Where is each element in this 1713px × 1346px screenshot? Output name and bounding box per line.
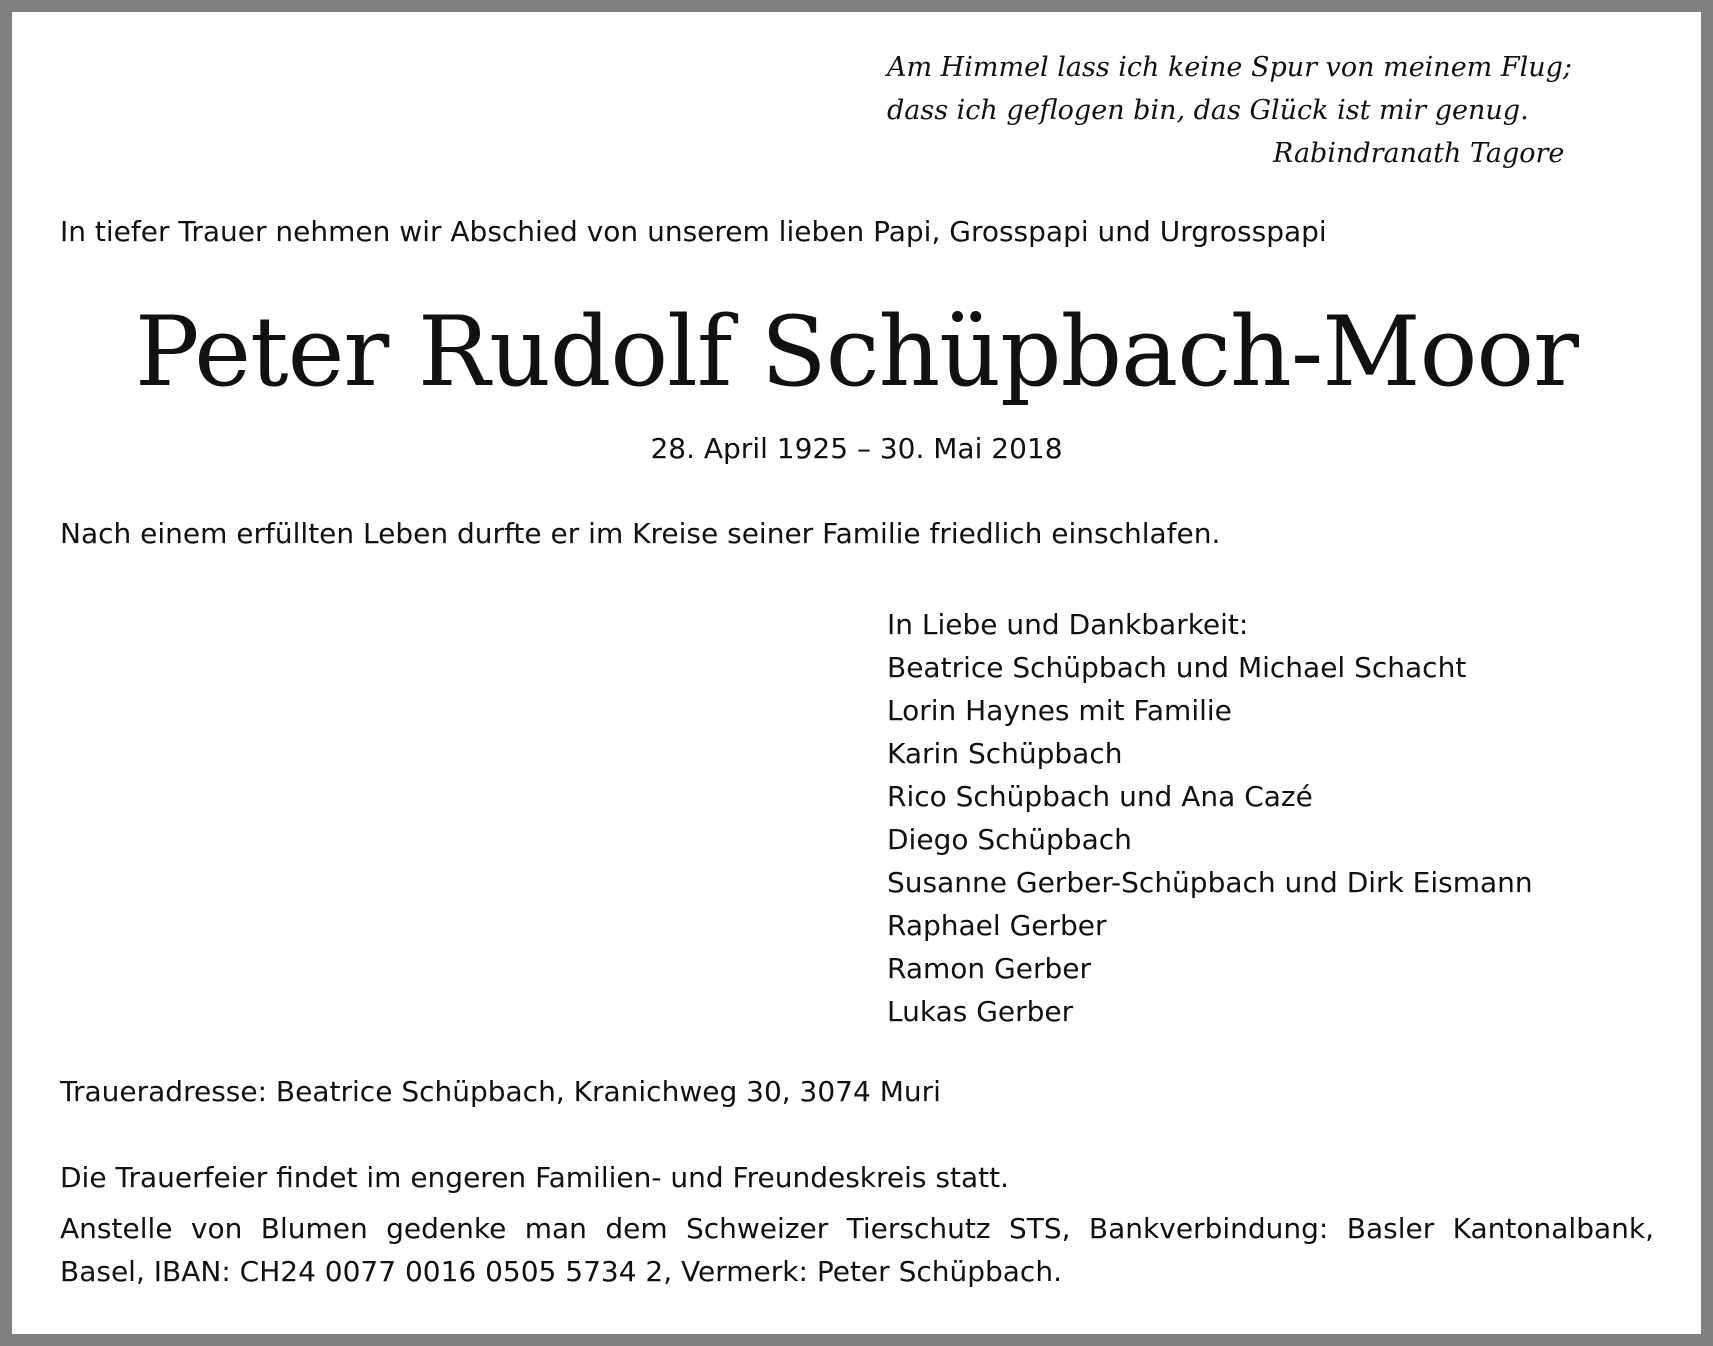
passing-text: Nach einem erfüllten Leben durfte er im Kreise seiner Familie friedlich einschlafen. (60, 517, 1221, 550)
quote-author: Rabindranath Tagore (1273, 138, 1565, 169)
quote-line-2: dass ich geflogen bin, das Glück ist mir genug. (887, 95, 1529, 126)
donation-line-2: Basel, IBAN: CH24 0077 0016 0505 5734 2, Vermerk: Peter Schüpbach. (60, 1255, 1062, 1288)
mourners-list (887, 603, 1533, 1033)
deceased-name: Peter Rudolf Schüpbach-Moor (134, 296, 1579, 408)
mourner-name: Beatrice Schüpbach und Michael Schacht (887, 651, 1467, 684)
mourner-name: Raphael Gerber (887, 909, 1107, 942)
mourning-address: Traueradresse: Beatrice Schüpbach, Kranichweg 30, 3074 Muri (60, 1075, 941, 1108)
life-dates: 28. April 1925 – 30. Mai 2018 (650, 432, 1063, 465)
mourner-name: Lorin Haynes mit Familie (887, 694, 1232, 727)
quote-line-1: Am Himmel lass ich keine Spur von meinem Flug; (887, 52, 1572, 83)
mourners-heading: In Liebe und Dankbarkeit: (887, 608, 1249, 641)
mourner-name: Susanne Gerber-Schüpbach und Dirk Eismann (887, 866, 1533, 899)
epigraph-quote (887, 46, 1587, 175)
ceremony-info: Die Trauerfeier findet im engeren Familien- und Freundeskreis statt. (60, 1161, 1009, 1194)
donation-line-1: Anstelle von Blumen gedenke man dem Schweizer Tierschutz STS, Bankverbindung: Basler Kantonalbank, (60, 1212, 1654, 1245)
obituary-notice (12, 12, 1701, 1334)
mourner-name: Karin Schüpbach (887, 737, 1123, 770)
intro-text: In tiefer Trauer nehmen wir Abschied von unserem lieben Papi, Grosspapi und Urgrosspapi (60, 215, 1327, 248)
donation-info (60, 1207, 1654, 1293)
mourner-name: Ramon Gerber (887, 952, 1091, 985)
mourner-name: Rico Schüpbach und Ana Cazé (887, 780, 1313, 813)
mourner-name: Lukas Gerber (887, 995, 1074, 1028)
mourner-name: Diego Schüpbach (887, 823, 1132, 856)
